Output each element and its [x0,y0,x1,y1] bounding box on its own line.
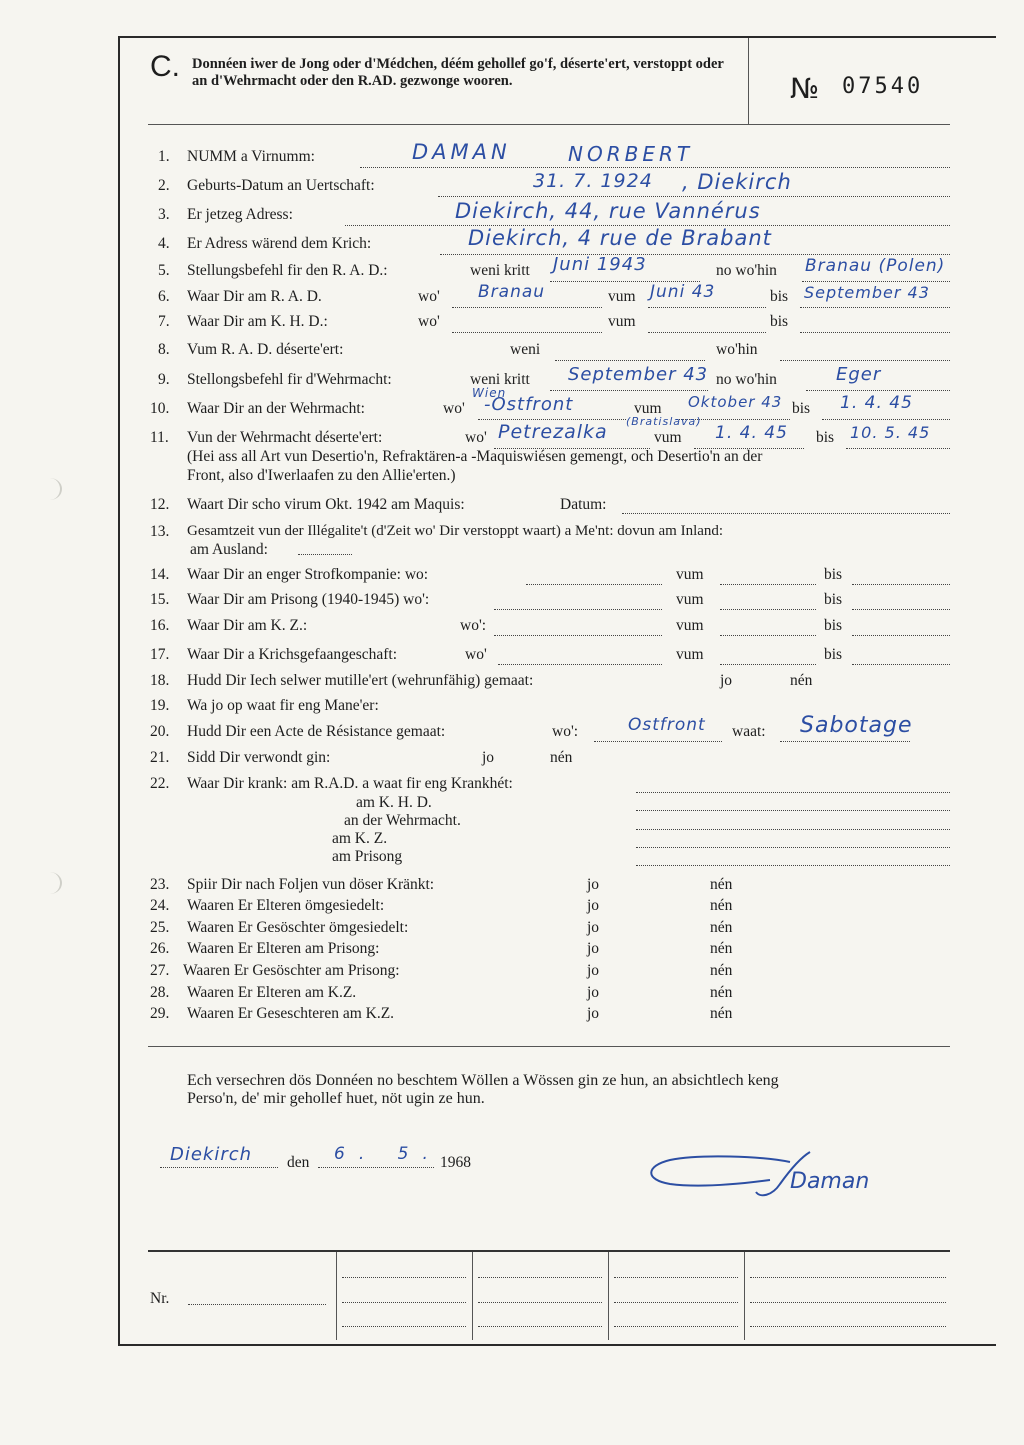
fill-line [802,281,950,282]
note-desertion-line2: Front, also d'Iwerlaafen zu den Allie'erten.) [187,467,456,484]
field-label-war-address: Er Adress wärend dem Krich: [187,235,372,252]
field-label-kz: Waar Dir am K. Z.: [187,617,308,634]
value-resistance-act: Sabotage [800,713,913,738]
fill-line [780,360,950,361]
fill-line [806,390,950,391]
fill-line [846,448,950,449]
row-number: 7. [158,313,170,330]
label-bis: bis [824,566,843,583]
fill-line [478,1302,602,1303]
field-label-punishment: Waar Dir an enger Strofkompanie: wo: [187,566,429,583]
punch-hole [38,872,62,894]
value-desert-from: 1. 4. 45 [715,423,788,443]
fill-line [452,307,602,308]
field-label-abroad: am Ausland: [190,541,268,558]
signature-year: 1968 [440,1154,471,1171]
fill-line [822,419,950,420]
label-vum: vum [608,313,636,330]
note-desertion-line1: (Hei ass all Art vun Desertio'n, Refraktären-a -Maquiswiésen gemengt, och Desertio'n an der [187,448,763,465]
fill-line [614,1326,738,1327]
fill-line [750,1302,946,1303]
row-number: 17. [150,646,170,663]
value-rad-order-date: Juni 1943 [553,254,647,275]
label-wo: wo' [465,429,487,446]
fill-line [636,865,950,866]
fill-line [494,635,662,636]
label-vum: vum [676,646,704,663]
option-no[interactable]: nén [710,897,733,914]
value-wehrmacht-destination: Eger [836,364,882,385]
field-label-khd: Waar Dir am K. H. D.: [187,313,328,330]
header-rule [148,124,950,125]
fill-line [720,664,816,665]
fill-line [636,810,950,811]
footer-divider [472,1252,473,1340]
label-bis: bis [792,400,811,417]
label-vum: vum [634,400,662,417]
row-number: 24. [150,897,170,914]
section-rule [148,1046,950,1047]
fill-line [494,609,662,610]
label-vum: vum [608,288,636,305]
field-label-wounded: Sidd Dir verwondt gin: [187,749,331,766]
label-wo: wo' [418,313,440,330]
footer-divider [744,1252,745,1340]
row-number: 3. [158,206,170,223]
field-label-wehrmacht-desert: Vun der Wehrmacht déserte'ert: [187,429,383,446]
fill-line [720,584,816,585]
footer-divider [336,1252,337,1340]
label-bis: bis [824,591,843,608]
row-number: 6. [158,288,170,305]
field-label-parents-resettled: Waaren Er Elteren ömgesiedelt: [187,897,385,914]
fill-line [852,584,950,585]
label-bis: bis [770,288,789,305]
row-number: 25. [150,919,170,936]
footer-nr-label: Nr. [150,1290,170,1307]
label-wo: wo': [552,723,579,740]
label-weni: weni kritt [470,371,530,388]
signature-date: 6. 5. [334,1144,442,1164]
fill-line [188,1304,326,1305]
fill-line [360,167,950,168]
row-number: 12. [150,496,170,513]
field-label-rad-desert: Vum R. A. D. déserte'ert: [187,341,344,358]
field-label-prison: Waar Dir am Prisong (1940-1945) wo': [187,591,430,608]
label-weni: weni [510,341,541,358]
value-surname: DAMAN [412,140,511,164]
label-bis: bis [824,617,843,634]
label-wo: wo' [443,400,465,417]
fill-line [852,635,950,636]
field-label-maquis: Waart Dir scho virum Okt. 1942 am Maquis: [187,496,465,513]
value-wehrmacht-to: 1. 4. 45 [840,393,913,413]
form-number: 07540 [842,74,924,99]
fill-line [780,741,910,742]
field-label-rad: Waar Dir am R. A. D. [187,288,322,305]
fill-line [342,1277,466,1278]
fill-line [800,307,950,308]
label-bis: bis [770,313,789,330]
option-no[interactable]: nén [790,672,813,689]
value-rad-to: September 43 [804,283,930,302]
label-vum: vum [676,591,704,608]
row-number: 5. [158,262,170,279]
row-number: 26. [150,940,170,957]
option-yes[interactable]: jo [587,984,600,1001]
declaration-line1: Ech versechren dös Donnéen no beschtem Wöllen a Wössen gin ze hun, an absichtlech keng [187,1072,779,1089]
field-label-wehrmacht: Waar Dir an der Wehrmacht: [187,400,365,417]
fill-line [498,664,662,665]
value-war-address: Diekirch, 4 rue de Brabant [468,226,772,250]
option-no[interactable]: nén [550,749,573,766]
label-datum: Datum: [560,496,607,513]
fill-line [555,360,705,361]
row-number: 10. [150,400,170,417]
option-no[interactable]: nén [710,876,733,893]
field-label-parents-kz: Waaren Er Elteren am K.Z. [187,984,357,1001]
field-label-resistance: Hudd Dir een Acte de Résistance gemaat: [187,723,446,740]
option-yes[interactable]: jo [482,749,495,766]
row-number: 15. [150,591,170,608]
field-label-manner: Wa jo op waat fir eng Mane'er: [187,697,379,714]
fill-line [852,664,950,665]
label-vum: vum [676,566,704,583]
option-no[interactable]: nén [710,962,733,979]
field-label-parents-prison: Waaren Er Elteren am Prisong: [187,940,380,957]
fill-line [636,847,950,848]
row-number: 8. [158,341,170,358]
fill-line [636,792,950,793]
fill-line [750,1277,946,1278]
sick-sub-prison: am Prisong [332,848,403,865]
value-firstname: NORBERT [568,142,694,166]
row-number: 13. [150,523,170,540]
field-label-wehrmacht-order: Stellongsbefehl fir d'Wehrmacht: [187,371,392,388]
fill-line [622,513,950,514]
sick-sub-kz: am K. Z. [332,830,388,847]
option-no[interactable]: nén [710,1005,733,1022]
row-number: 22. [150,775,170,792]
field-label-illegality: Gesamtzeit vun der Illégalite't (d'Zeit wo' Dir verstoppt waart) a Me'nt: dovun am Inland: [187,523,724,539]
option-yes[interactable]: jo [587,897,600,914]
field-label-birth: Geburts-Datum an Uertschaft: [187,177,375,194]
fill-line [318,1167,434,1168]
sick-sub-khd: am K. H. D. [356,794,432,811]
value-rad-place: Branau [478,282,546,302]
value-desert-place-note: (Bratislava) [626,415,702,428]
option-yes[interactable]: jo [587,962,600,979]
fill-line [750,1326,946,1327]
option-no[interactable]: nén [710,984,733,1001]
fill-line [614,1302,738,1303]
value-wehrmacht-from: Oktober 43 [688,393,783,411]
fill-line [342,1302,466,1303]
row-number: 18. [150,672,170,689]
fill-line [478,419,626,420]
fill-line [550,390,708,391]
field-label-address: Er jetzeg Adress: [187,206,293,223]
fill-line [636,829,950,830]
field-label-consequences: Spiir Dir nach Foljen vun döser Kränkt: [187,876,435,893]
label-wo: wo' [465,646,487,663]
signature-place: Diekirch [170,1144,253,1165]
number-symbol: № [790,72,820,105]
row-number: 27. [150,962,170,979]
row-number: 21. [150,749,170,766]
signature [640,1140,900,1220]
field-label-sick: Waar Dir krank: am R.A.D. a waat fir eng Krankhét: [187,775,513,792]
label-weni: weni kritt [470,262,530,279]
field-label-name: NUMM a Virnumm: [187,148,315,165]
option-no[interactable]: nén [710,919,733,936]
value-rad-from: Juni 43 [650,282,716,302]
label-wohin: wo'hin [716,341,758,358]
section-letter: C. [150,50,180,83]
fill-line [720,635,816,636]
label-bis: bis [816,429,835,446]
punch-hole [38,478,62,500]
value-desert-place: Petrezalka [498,421,608,443]
label-vum: vum [676,617,704,634]
option-no[interactable]: nén [710,940,733,957]
option-yes[interactable]: jo [587,1005,600,1022]
header-divider [748,38,749,124]
fill-line [440,254,950,255]
row-number: 2. [158,177,170,194]
fill-line [526,584,662,585]
label-bis: bis [824,646,843,663]
fill-line [852,609,950,610]
option-yes[interactable]: jo [720,672,733,689]
row-number: 9. [158,371,170,388]
row-number: 28. [150,984,170,1001]
fill-line [720,609,816,610]
row-number: 23. [150,876,170,893]
row-number: 11. [150,429,169,446]
fill-line [452,332,602,333]
label-vum: vum [654,429,682,446]
option-yes[interactable]: jo [587,940,600,957]
field-label-mutilation: Hudd Dir Iech selwer mutille'ert (wehrunfähig) gemaat: [187,672,534,689]
field-label-pow: Waar Dir a Krichsgefaangeschaft: [187,646,398,663]
section-title: Donnéen iwer de Jong oder d'Médchen, déém gehollef go'f, déserte'ert, verstoppt oder an d'Wehrmacht oder den R.AD. gezwonge wooren. [192,56,724,89]
value-wehrmacht-place: -Ostfront [484,394,574,415]
fill-line [800,332,950,333]
value-desert-to: 10. 5. 45 [850,423,931,442]
row-number: 1. [158,148,170,165]
value-address: Diekirch, 44, rue Vannérus [455,199,761,223]
value-wehrmacht-order-date: September 43 [568,364,709,385]
value-resistance-place: Ostfront [628,715,706,735]
fill-line [478,1277,602,1278]
fill-line [648,332,766,333]
label-waat: waat: [732,723,766,740]
fill-line [594,741,722,742]
label-wohin: no wo'hin [716,371,777,388]
sick-sub-wehrmacht: an der Wehrmacht. [344,812,461,829]
row-number: 14. [150,566,170,583]
option-yes[interactable]: jo [587,919,600,936]
row-number: 29. [150,1005,170,1022]
fill-line [478,1326,602,1327]
value-rad-destination: Branau (Polen) [805,256,946,276]
fill-line [648,307,766,308]
field-label-siblings-kz: Waaren Er Geseschteren am K.Z. [187,1005,395,1022]
fill-line [614,1277,738,1278]
signature-name: Daman [790,1169,870,1194]
row-number: 19. [150,697,170,714]
row-number: 20. [150,723,170,740]
value-wehrmacht-place-note: Wien [472,386,507,400]
field-label-siblings-prison: Waaren Er Gesöschter am Prisong: [183,962,400,979]
label-den: den [287,1154,310,1171]
field-label-siblings-resettled: Waaren Er Gesöschter ömgesiedelt: [187,919,409,936]
declaration-line2: Perso'n, de' mir gehollef huet, nöt ugin ze hun. [187,1090,485,1107]
option-yes[interactable]: jo [587,876,600,893]
value-birth-date: 31. 7. 1924 [533,170,653,192]
row-number: 16. [150,617,170,634]
fill-line [298,554,352,555]
field-label-rad-order: Stellungsbefehl fir den R. A. D.: [187,262,388,279]
fill-line [342,1326,466,1327]
footer-divider [608,1252,609,1340]
label-wo: wo' [418,288,440,305]
value-birth-place: , Diekirch [682,170,792,194]
fill-line [438,196,950,197]
label-wohin: no wo'hin [716,262,777,279]
fill-line [160,1167,278,1168]
label-wo: wo': [460,617,487,634]
footer-rule [148,1250,950,1252]
row-number: 4. [158,235,170,252]
